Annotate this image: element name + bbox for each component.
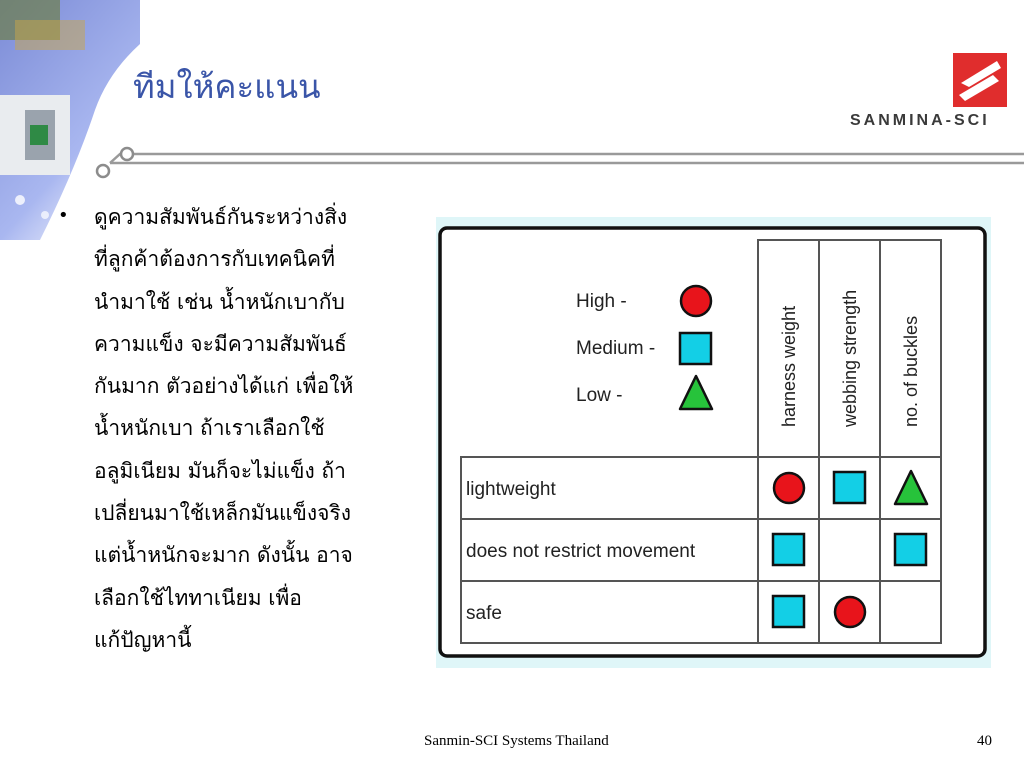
bullet-line: อลูมิเนียม มันก็จะไม่แข็ง ถ้า: [94, 458, 346, 483]
bullet-marker: •: [58, 205, 69, 226]
sanmina-logo-icon: [953, 53, 1007, 107]
bullet-line: นำมาใช้ เช่น น้ำหนักเบากับ: [94, 289, 345, 314]
bullet-line: น้ำหนักเบา ถ้าเราเลือกใช้: [94, 416, 325, 441]
legend-medium-square-icon: [680, 333, 711, 364]
high-circle-icon: [774, 473, 804, 503]
relationship-matrix: [436, 217, 991, 668]
legend-high-circle-icon: [681, 286, 711, 316]
logo-text: SANMINA-SCI: [850, 112, 990, 129]
bullet-line: ที่ลูกค้าต้องการกับเทคนิคที่: [94, 247, 335, 272]
bullet-line: ดูความสัมพันธ์กันระหว่างสิ่ง: [94, 205, 348, 229]
matrix-svg: [436, 217, 991, 668]
row-label-does-not-restrict-movement: does not restrict movement: [466, 541, 696, 562]
row-label-lightweight: lightweight: [466, 479, 556, 500]
medium-square-icon: [773, 596, 804, 627]
bullet-line: ความแข็ง จะมีความสัมพันธ์: [94, 331, 347, 356]
footer-text: Sanmin-SCI Systems Thailand: [424, 733, 609, 749]
legend-medium-label: Medium -: [576, 338, 656, 359]
column-header-harness-weight: harness weight: [779, 305, 799, 427]
legend-high-label: High -: [576, 291, 627, 312]
bullet-line: แก้ปัญหานี้: [94, 627, 192, 652]
bullet-line: เลือกใช้ไททาเนียม เพื่อ: [94, 585, 302, 610]
high-circle-icon: [835, 597, 865, 627]
medium-square-icon: [834, 472, 865, 503]
legend-low-label: Low -: [576, 385, 623, 406]
medium-square-icon: [773, 534, 804, 565]
slide-title: ทีมให้คะแนน: [133, 67, 321, 106]
row-label-safe: safe: [466, 603, 502, 624]
bullet-line: กันมาก ตัวอย่างได้แก่ เพื่อให้: [94, 374, 354, 399]
header-divider: [0, 145, 1024, 185]
column-header-webbing-strength: webbing strength: [840, 289, 860, 427]
medium-square-icon: [895, 534, 926, 565]
column-header-no-of-buckles: no. of buckles: [901, 315, 921, 427]
page-number: 40: [977, 733, 992, 749]
bullet-paragraph: [94, 196, 414, 661]
bullet-line: เปลี่ยนมาใช้เหล็กมันแข็งจริง: [94, 501, 351, 526]
bullet-line: แต่น้ำหนักจะมาก ดังนั้น อาจ: [94, 543, 353, 568]
